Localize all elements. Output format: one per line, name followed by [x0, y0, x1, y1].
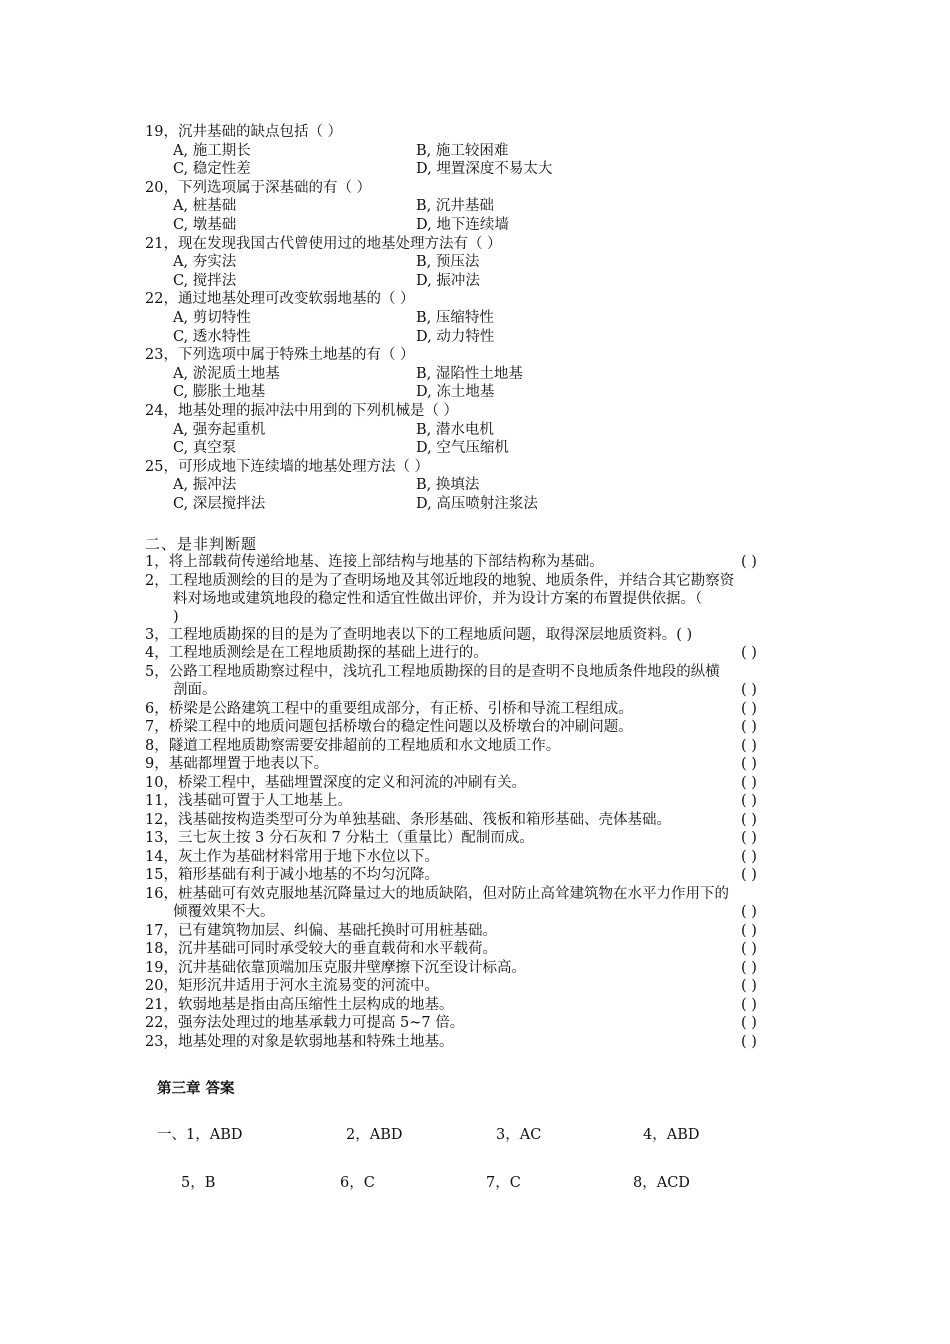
answer-3: 3，AC	[496, 1127, 542, 1143]
tf-item-22: 22，强夯法处理过的地基承载力可提高 5~7 倍。	[145, 1015, 465, 1031]
tf-answer-blank: ( )	[741, 1034, 757, 1050]
mc-option-a: A, 夯实法	[173, 254, 237, 271]
mc-question-24: 24，地基处理的振冲法中用到的下列机械是（ ）	[145, 403, 459, 419]
tf-answer-blank: ( )	[741, 775, 757, 791]
tf-item-4: 4，工程地质测绘是在工程地质勘探的基础上进行的。	[145, 645, 488, 661]
tf-item-16: 16，桩基础可有效克服地基沉降量过大的地质缺陷，但对防止高耸建筑物在水平力作用下的	[145, 886, 729, 902]
tf-answer-blank: ( )	[741, 941, 757, 957]
tf-answer-blank: ( )	[741, 978, 757, 994]
answer-5: 5，B	[181, 1175, 216, 1191]
section-heading-true-false: 二、是非判断题	[145, 535, 258, 553]
tf-answer-blank: ( )	[741, 1015, 757, 1031]
tf-item-7: 7，桥梁工程中的地质问题包括桥墩台的稳定性问题以及桥墩台的冲刷问题。	[145, 719, 633, 735]
mc-option-d: D, 冻土地基	[416, 384, 495, 401]
tf-answer-blank: ( )	[741, 645, 757, 661]
mc-option-b: B, 压缩特性	[416, 310, 494, 326]
mc-question-23: 23，下列选项中属于特殊土地基的有（ ）	[145, 347, 415, 364]
tf-answer-blank: ( )	[741, 923, 757, 939]
tf-item-17: 17，已有建筑物加层、纠偏、基础托换时可用桩基础。	[145, 923, 497, 939]
mc-option-a: A, 桩基础	[173, 198, 237, 215]
mc-question-19: 19，沉井基础的缺点包括（ ）	[145, 124, 343, 140]
tf-item-20: 20，矩形沉井适用于河水主流易变的河流中。	[145, 978, 439, 994]
tf-answer-blank: ( )	[741, 738, 757, 754]
answer-1: 一、1，ABD	[157, 1127, 243, 1143]
answer-4: 4，ABD	[643, 1127, 700, 1143]
tf-answer-blank: ( )	[741, 682, 757, 698]
tf-answer-blank: ( )	[741, 812, 757, 828]
tf-answer-blank: ( )	[741, 960, 757, 976]
tf-item-3: 3，工程地质勘探的目的是为了查明地表以下的工程地质问题，取得深层地质资料。( )	[145, 627, 693, 643]
tf-item-12: 12，浅基础按构造类型可分为单独基础、条形基础、筏板和箱形基础、壳体基础。	[145, 812, 671, 828]
mc-option-b: B, 潜水电机	[416, 421, 494, 438]
answers-chapter-title: 第三章 答案	[157, 1081, 235, 1097]
mc-question-20: 20，下列选项属于深基础的有（ ）	[145, 179, 372, 196]
answer-2: 2，ABD	[346, 1127, 403, 1143]
tf-answer-blank: ( )	[741, 867, 757, 883]
mc-option-b: B, 施工较困难	[416, 142, 509, 159]
mc-option-a: A, 剪切特性	[173, 310, 251, 326]
mc-option-d: D, 动力特性	[416, 328, 495, 345]
tf-answer-blank: ( )	[741, 756, 757, 772]
mc-question-22: 22，通过地基处理可改变软弱地基的（ ）	[145, 291, 415, 308]
mc-option-c: C, 透水特性	[173, 328, 251, 345]
tf-answer-blank: ( )	[741, 830, 757, 846]
mc-option-a: A, 淤泥质土地基	[173, 365, 280, 382]
mc-option-c: C, 真空泵	[173, 440, 237, 457]
tf-item-18: 18，沉井基础可同时承受较大的垂直载荷和水平载荷。	[145, 941, 497, 957]
mc-option-b: B, 预压法	[416, 254, 480, 271]
mc-option-d: D, 振冲法	[416, 272, 480, 289]
mc-option-a: A, 施工期长	[173, 142, 251, 159]
tf-item-5-cont: 剖面。	[173, 682, 217, 698]
tf-item-13: 13，三七灰土按 3 分石灰和 7 分粘土（重量比）配制而成。	[145, 830, 534, 846]
answer-8: 8，ACD	[633, 1175, 690, 1191]
tf-item-2-paren: )	[173, 609, 179, 625]
mc-option-d: D, 地下连续墙	[416, 217, 509, 233]
answer-7: 7，C	[486, 1175, 521, 1191]
tf-item-6: 6，桥梁是公路建筑工程中的重要组成部分，有正桥、引桥和导流工程组成。	[145, 701, 633, 717]
mc-option-c: C, 搅拌法	[173, 272, 237, 289]
tf-item-14: 14，灰土作为基础材料常用于地下水位以下。	[145, 849, 439, 865]
tf-item-5: 5，公路工程地质勘察过程中，浅坑孔工程地质勘探的目的是查明不良地质条件地段的纵横	[145, 664, 720, 680]
tf-item-19: 19，沉井基础依靠顶端加压克服井壁摩擦下沉至设计标高。	[145, 960, 526, 976]
tf-item-1: 1，将上部载荷传递给地基、连接上部结构与地基的下部结构称为基础。	[145, 554, 604, 570]
mc-option-a: A, 强夯起重机	[173, 421, 266, 438]
tf-item-9: 9，基础都埋置于地表以下。	[145, 756, 329, 772]
mc-option-c: C, 深层搅拌法	[173, 496, 266, 512]
tf-item-15: 15，箱形基础有利于减小地基的不均匀沉降。	[145, 867, 439, 883]
tf-answer-blank: ( )	[741, 701, 757, 717]
tf-item-21: 21，软弱地基是指由高压缩性土层构成的地基。	[145, 997, 454, 1013]
mc-option-d: D, 高压喷射注浆法	[416, 496, 538, 512]
tf-answer-blank: ( )	[741, 849, 757, 865]
mc-option-c: C, 膨胀土地基	[173, 384, 266, 401]
tf-answer-blank: ( )	[741, 793, 757, 809]
tf-answer-blank: ( )	[741, 719, 757, 735]
tf-item-11: 11，浅基础可置于人工地基上。	[145, 793, 352, 809]
answer-6: 6，C	[340, 1175, 375, 1191]
mc-option-c: C, 墩基础	[173, 217, 237, 233]
mc-option-b: B, 换填法	[416, 477, 480, 494]
mc-option-c: C, 稳定性差	[173, 161, 251, 178]
mc-option-d: D, 空气压缩机	[416, 440, 509, 457]
tf-answer-blank: ( )	[741, 997, 757, 1013]
tf-item-23: 23，地基处理的对象是软弱地基和特殊土地基。	[145, 1034, 454, 1050]
tf-item-2: 2，工程地质测绘的目的是为了查明场地及其邻近地段的地貌、地质条件，并结合其它勘察资	[145, 573, 735, 589]
mc-question-21: 21，现在发现我国古代曾使用过的地基处理方法有（ ）	[145, 235, 502, 252]
tf-item-8: 8，隧道工程地质勘察需要安排超前的工程地质和水文地质工作。	[145, 738, 561, 754]
tf-item-16-cont: 倾覆效果不大。	[173, 904, 275, 920]
tf-answer-blank: ( )	[741, 554, 757, 570]
mc-option-d: D, 埋置深度不易太大	[416, 161, 553, 178]
tf-item-2-cont: 料对场地或建筑地段的稳定性和适宜性做出评价，并为设计方案的布置提供依据。（	[173, 591, 703, 607]
mc-option-b: B, 沉井基础	[416, 198, 494, 215]
tf-item-10: 10，桥梁工程中，基础埋置深度的定义和河流的冲刷有关。	[145, 775, 526, 791]
mc-question-25: 25，可形成地下连续墙的地基处理方法（ ）	[145, 458, 430, 475]
mc-option-a: A, 振冲法	[173, 477, 237, 494]
tf-answer-blank: ( )	[741, 904, 757, 920]
mc-option-b: B, 湿陷性土地基	[416, 365, 523, 382]
